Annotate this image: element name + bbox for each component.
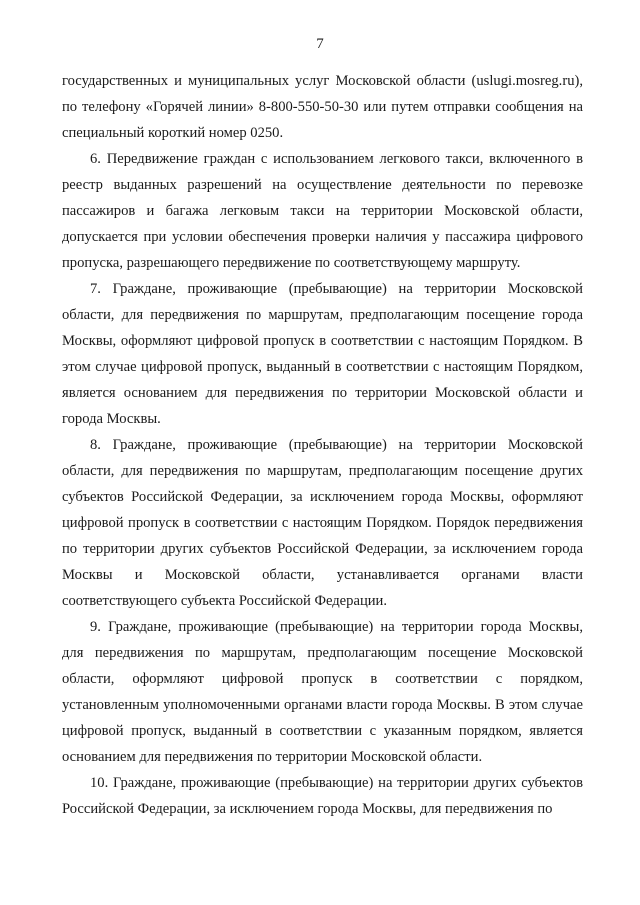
paragraph-item-10: 10. Граждане, проживающие (пребывающие) на территории других субъектов Российской Федерации, за исключением города Москвы, для передвижения по — [62, 775, 583, 817]
paragraph-continuation: государственных и муниципальных услуг Московской области (uslugi.mosreg.ru), по телефону «Горячей линии» 8-800-550-50-30 или путем отправки сообщения на специальный короткий номер 0250. — [62, 73, 583, 141]
paragraph-item-7: 7. Граждане, проживающие (пребывающие) на территории Московской области, для передвижения по маршрутам, предполагающим посещение города Москвы, оформляют цифровой пропуск в соответствии с настоящим Порядком. В этом случае цифровой пропуск, выданный в соответствии с настоящим Порядком, является основанием для передвижения по территории Московской области и города Москвы. — [62, 281, 583, 427]
page-number: 7 — [316, 36, 324, 52]
paragraph-item-8: 8. Граждане, проживающие (пребывающие) на территории Московской области, для передвижения по маршрутам, предполагающим посещение других субъектов Российской Федерации, за исключением города Москвы, оформляют цифровой пропуск в соответствии с настоящим Порядком. Порядок передвижения по территории других субъектов Российской Федерации, за исключением города Москвы и Московской области, устанавливается органами власти соответствующего субъекта Российской Федерации. — [62, 437, 583, 609]
paragraph-item-9: 9. Граждане, проживающие (пребывающие) на территории города Москвы, для передвижения по маршрутам, предполагающим посещение Московской области, оформляют цифровой пропуск в соответствии с порядком, установленным уполномоченными органами власти города Москвы. В этом случае цифровой пропуск, выданный в соответствии с указанным порядком, является основанием для передвижения по территории Московской области. — [62, 619, 583, 765]
document-body — [62, 68, 583, 822]
paragraph-item-6: 6. Передвижение граждан с использованием легкового такси, включенного в реестр выданных разрешений на осуществление деятельности по перевозке пассажиров и багажа легковым такси на территории Московской области, допускается при условии обеспечения проверки наличия у пассажира цифрового пропуска, разрешающего передвижение по соответствующему маршруту. — [62, 151, 583, 271]
